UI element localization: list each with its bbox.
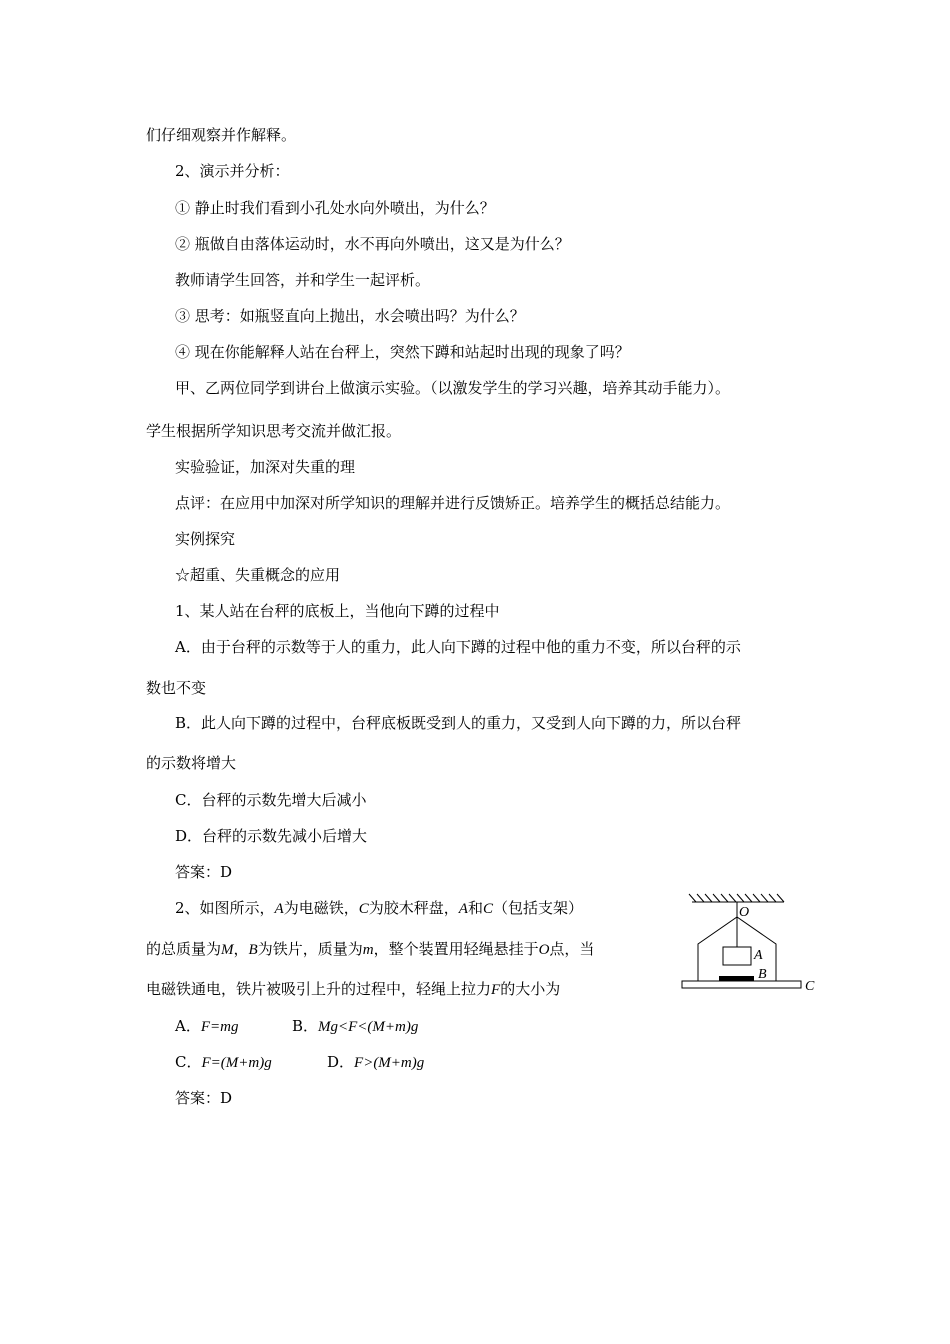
label-o: O (739, 905, 750, 920)
text-line: ② 瓶做自由落体运动时，水不再向外喷出，这又是为什么？ (175, 235, 570, 253)
text-line: ① 静止时我们看到小孔处水向外喷出，为什么？ (175, 199, 495, 217)
text-line: 2、演示并分析： (175, 162, 290, 180)
question-2-line-2: 的总质量为M，B为铁片，质量为m，整个装置用轻绳悬挂于O点，当 (146, 940, 595, 958)
text-line: ④ 现在你能解释人站在台秤上，突然下蹲和站起时出现的现象了吗？ (175, 343, 630, 361)
text-line: C．台秤的示数先增大后减小 (175, 791, 367, 809)
text-line: ☆超重、失重概念的应用 (175, 566, 341, 584)
electromagnet-figure (670, 890, 820, 1005)
label-b: B (758, 967, 767, 982)
text-line: 教师请学生回答，并和学生一起评析。 (175, 271, 431, 289)
text-line: 数也不变 (146, 679, 207, 697)
text-line: 1、某人站在台秤的底板上，当他向下蹲的过程中 (175, 602, 500, 620)
text-line: 实例探究 (175, 530, 236, 548)
option-b: B．Mg<F<(M+m)g (292, 1017, 419, 1035)
question-2-line-3: 电磁铁通电，铁片被吸引上升的过程中，轻绳上拉力F的大小为 (146, 980, 561, 998)
option-a: A．F=mg (175, 1017, 239, 1035)
question-2-line-1: 2、如图所示，A为电磁铁，C为胶木秤盘，A和C（包括支架） (175, 899, 583, 917)
option-d: D．F>(M+m)g (327, 1053, 425, 1071)
text-line: A．由于台秤的示数等于人的重力，此人向下蹲的过程中他的重力不变，所以台秤的示 (175, 638, 741, 656)
text-line: ③ 思考：如瓶竖直向上抛出，水会喷出吗？为什么？ (175, 307, 525, 325)
text-line: 们仔细观察并作解释。 (146, 126, 297, 144)
text-line: 答案：D (175, 863, 233, 881)
text-line: 的示数将增大 (146, 754, 237, 772)
label-a: A (754, 948, 763, 963)
text-line: B．此人向下蹲的过程中，台秤底板既受到人的重力，又受到人向下蹲的力，所以台秤 (175, 714, 742, 732)
text-line: 点评：在应用中加深对所学知识的理解并进行反馈矫正。培养学生的概括总结能力。 (175, 494, 731, 512)
label-c: C (805, 979, 815, 994)
text-line: 答案：D (175, 1089, 233, 1107)
option-c: C．F=(M+m)g (175, 1053, 272, 1071)
text-line: 学生根据所学知识思考交流并做汇报。 (146, 422, 402, 440)
text-line: D．台秤的示数先减小后增大 (175, 827, 368, 845)
text-line: 实验验证，加深对失重的理 (175, 458, 356, 476)
text-line: 甲、乙两位同学到讲台上做演示实验。（以激发学生的学习兴趣，培养其动手能力）。 (175, 379, 731, 397)
